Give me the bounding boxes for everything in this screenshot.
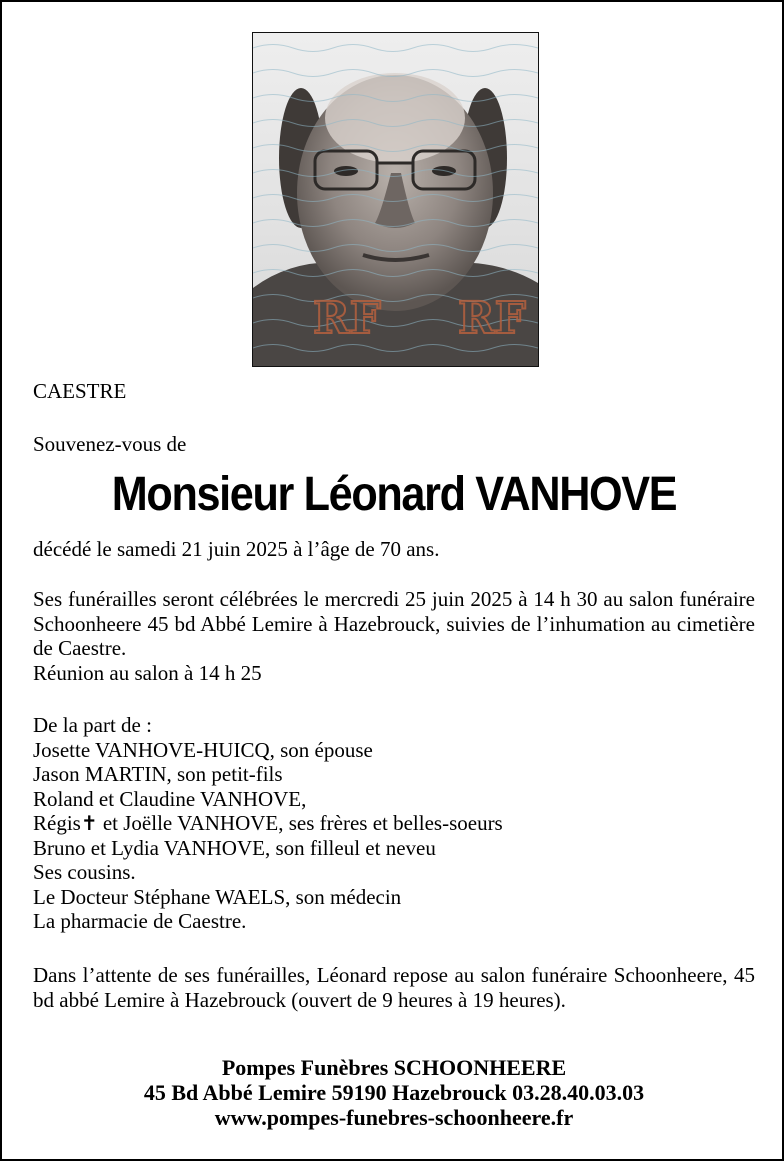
death-statement: décédé le samedi 21 juin 2025 à l’âge de 70 ans. [33,537,440,561]
remember-line: Souvenez-vous de [33,432,187,456]
family-member: Ses cousins. [33,860,136,884]
family-member: Jason MARTIN, son petit-fils [33,762,283,786]
family-member-with-cross [33,811,755,836]
deceased-name: Monsieur Léonard VANHOVE [111,468,677,521]
family-member-name: Régis [33,811,81,835]
company-name: Pompes Funèbres SCHOONHEERE [221,1055,567,1080]
family-member: La pharmacie de Caestre. [33,909,247,933]
company-address: 45 Bd Abbé Lemire 59190 Hazebrouck 03.28.40.03.03 [143,1080,645,1105]
funeral-home-footer [2,1055,784,1130]
family-member: Le Docteur Stéphane WAELS, son médecin [33,884,402,909]
family-member: Bruno et Lydia VANHOVE, son filleul et neveu [33,835,436,860]
funeral-block [33,587,755,685]
cross-icon: ✝ [80,811,98,835]
company-website: www.pompes-funebres-schoonheere.fr [214,1105,574,1130]
funeral-details: Ses funérailles seront célébrées le mercredi 25 juin 2025 à 14 h 30 au salon funéraire Schoonheere 45 bd Abbé Lemire à Hazebrouck, suivies de l’inhumation au cimetière de Caestre. [33,587,755,660]
family-member: Josette VANHOVE-HUICQ, son épouse [33,737,373,762]
town-name: CAESTRE [33,379,127,403]
svg-text:RF: RF [313,293,381,344]
svg-text:RF: RF [458,293,526,344]
portrait-illustration [253,33,538,366]
family-member-rest: et Joëlle VANHOVE, ses frères et belles-soeurs [102,811,503,835]
family-list [33,713,755,934]
family-member: Roland et Claudine VANHOVE, [33,786,307,811]
rest-information: Dans l’attente de ses funérailles, Léonard repose au salon funéraire Schoonheere, 45 bd abbé Lemire à Hazebrouck (ouvert de 9 heures à 19 heures). [33,963,755,1012]
meeting-time: Réunion au salon à 14 h 25 [33,660,262,685]
from-label: De la part de : [33,713,152,737]
portrait-photo [252,32,539,367]
